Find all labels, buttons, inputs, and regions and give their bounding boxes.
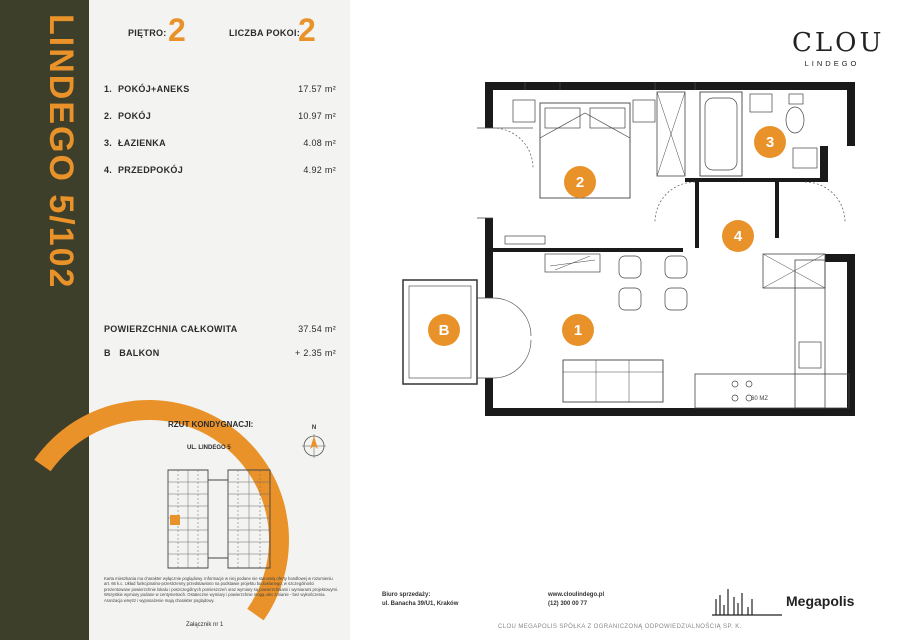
clou-logo: CLOU LINDEGO bbox=[792, 28, 885, 68]
rooms-count-label: LICZBA POKOI: bbox=[229, 28, 301, 38]
floor-label: PIĘTRO: bbox=[128, 28, 167, 38]
list-item: 4. PRZEDPOKÓJ 4.92 m² bbox=[104, 165, 336, 175]
total-area-row: POWIERZCHNIA CAŁKOWITA 37.54 m² bbox=[104, 324, 336, 334]
plan-annotation: 60 MZ bbox=[751, 396, 769, 402]
room-badge-1: 1 bbox=[562, 314, 594, 346]
developer-name: Megapolis bbox=[786, 593, 855, 609]
room-badge-3: 3 bbox=[754, 126, 786, 158]
sales-office: Biuro sprzedaży: ul. Banacha 39/U1, Kraków bbox=[382, 592, 459, 607]
floor-plan bbox=[395, 78, 865, 418]
list-item: 2. POKÓJ 10.97 m² bbox=[104, 111, 336, 121]
list-item: 1. POKÓJ+ANEKS 17.57 m² bbox=[104, 84, 336, 94]
disclaimer: Karta mieszkania ma charakter wyłącznie poglądowy. Informacje w niej podane nie stanowią oferty handlowej w rozumieniu art. 66 k.c. Układ funkcjonalno-przestrzenny przedstawiono na podstawie projektu budowlanego, w szczególności prezentowane powierzchnie lokalu i poszczególnych pomieszczeń oraz wymiary są powierzchniami i wymiarami projektowymi. Wszystkie wymiary podane w centymetrach. Ostateczne wymiary i powierzchnie mogą ulec zmianie - bez wykończenia. Aranżacja wnętrz i wyposażenie mają charakter poglądowy. bbox=[104, 576, 339, 603]
compass-icon bbox=[297, 422, 331, 462]
street-label: UL. LINDEGO 5 bbox=[187, 445, 231, 451]
website-link[interactable]: www.cloulindego.pl bbox=[548, 592, 605, 598]
room-list bbox=[104, 84, 336, 192]
room-badge-4: 4 bbox=[722, 220, 754, 252]
contact-info bbox=[548, 591, 604, 609]
company-line: CLOU MEGAPOLIS SPÓŁKA Z OGRANICZONĄ ODPOWIEDZIALNOŚCIĄ SP. K. bbox=[498, 624, 742, 630]
building-title: LINDEGO 5/102 bbox=[42, 14, 80, 290]
room-badge-balcony: B bbox=[428, 314, 460, 346]
floor-plan-heading: RZUT KONDYGNACJI: bbox=[168, 420, 254, 429]
floor-value: 2 bbox=[168, 12, 186, 48]
rooms-count-value: 2 bbox=[298, 12, 316, 48]
phone-number: (12) 300 00 77 bbox=[548, 601, 588, 607]
attachment-label: Załącznik nr 1 bbox=[186, 622, 224, 628]
key-plan bbox=[158, 458, 278, 576]
balcony-row: B BALKON + 2.35 m² bbox=[104, 348, 336, 358]
compass-letter: N bbox=[311, 425, 317, 431]
list-item: 3. ŁAZIENKA 4.08 m² bbox=[104, 138, 336, 148]
room-badge-2: 2 bbox=[564, 166, 596, 198]
